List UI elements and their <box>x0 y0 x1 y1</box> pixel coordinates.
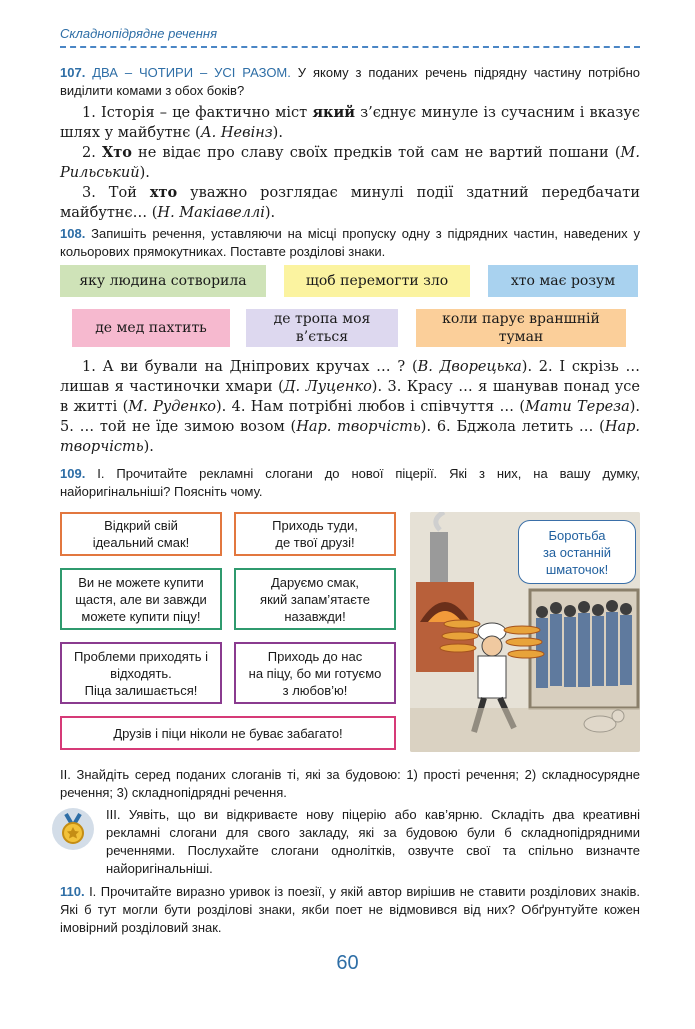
task-title: ДВА – ЧОТИРИ – УСІ РАЗОМ. <box>92 65 291 80</box>
task-107-sentences <box>60 103 640 223</box>
task-108-prompt <box>60 225 640 261</box>
task-107-prompt <box>60 64 640 100</box>
task-110-prompt <box>60 883 640 937</box>
slogan-5: Проблеми приходять і відходять. Піца залишається! <box>60 642 222 704</box>
clause-box-2: щоб перемогти зло <box>284 265 470 297</box>
clause-box-1: яку людина сотворила <box>60 265 266 297</box>
page-header <box>60 26 640 48</box>
header-divider <box>60 46 640 48</box>
pizzeria-illustration <box>410 512 640 752</box>
clause-box-5: де тропа моя в’ється <box>246 309 398 347</box>
task-text: І. Прочитайте виразно уривок із поезії, у якій автор вирішив не ставити розділових знаків. Які б тут могли бути розділові знаки, якби поет не відмовився від них? Обґрунтуйте кожен імовірний розділовий знак. <box>60 884 640 935</box>
task-number: 109. <box>60 466 86 481</box>
slogan-7: Друзів і піци ніколи не буває забагато! <box>60 716 396 750</box>
slogan-6: Приходь до нас на піцу, бо ми готуємо з любов’ю! <box>234 642 396 704</box>
speech-bubble: Боротьба за останній шматочок! <box>518 520 636 584</box>
task-109-part-3: ІІІ. Уявіть, що ви відкриваєте нову піцерію або кав’ярню. Складіть два креативні рекламні слогани для свого закладу, які за будовою були б складнопідрядними реченнями. Послухайте слогани однолітків, озвучте свої та спільно визначте найоригінальніші. <box>106 807 640 876</box>
task-text: У якому з поданих речень підрядну частину потрібно виділити комами з обох боків? <box>60 65 640 98</box>
task-text: І. Прочитайте рекламні слогани до нової піцерії. Які з них, на вашу думку, найоригінальніші? Поясніть чому. <box>60 466 640 499</box>
medal-icon <box>52 808 94 850</box>
clause-box-3: хто має розум <box>488 265 638 297</box>
section-title: Складнопідрядне речення <box>60 26 218 41</box>
sentence-3: 3. Той хто уважно розглядає минулі події здатний передбачати майбутнє… (Н. Макіавеллі). <box>60 184 640 221</box>
task-number: 108. <box>60 226 86 241</box>
task-109-part-2: ІІ. Знайдіть серед поданих слоганів ті, які за будовою: 1) прості речення; 2) складносурядне речення; 3) складнопідрядні речення. <box>60 767 640 800</box>
sentence-2: 2. Хто не відає про славу своїх предків той сам не вартий пошани (М. Рильський). <box>60 144 640 181</box>
sentence-1: 1. Історія – це фактично міст який з’єднує минуле із сучасним і вказує шлях у майбутнє (А. Невінз). <box>60 104 640 141</box>
slogan-4: Даруємо смак, який запам’ятаєте назавжди! <box>234 568 396 630</box>
slogan-2: Приходь туди, де твої друзі! <box>234 512 396 556</box>
slogan-1: Відкрий свій ідеальний смак! <box>60 512 222 556</box>
slogan-3: Ви не можете купити щастя, але ви завжди можете купити піцу! <box>60 568 222 630</box>
page-number: 60 <box>336 952 359 974</box>
clause-box-6: коли парує враншній туман <box>416 309 626 347</box>
task-109-prompt <box>60 465 640 501</box>
clause-box-4: де мед пахтить <box>72 309 230 347</box>
task-number: 110. <box>60 884 85 899</box>
task-number: 107. <box>60 65 86 80</box>
task-108-sentences: 1. А ви бували на Дніпрових кручах … ? (В. Дворецька). 2. І скрізь … лишав я частиночки хмари (Д. Луценко). 3. Красу … я шанував понад усе в житті (М. Руденко). 4. Нам потрібні любов і співчуття … (Мати Тереза). 5. … той не їде зимою возом (Нар. творчість). 6. Бджола летить … (Нар. творчість). <box>60 359 641 455</box>
task-text: Запишіть речення, уставляючи на місці пропуску одну з підрядних частин, наведених у кольорових прямокутниках. Поставте розділові знаки. <box>60 226 640 259</box>
